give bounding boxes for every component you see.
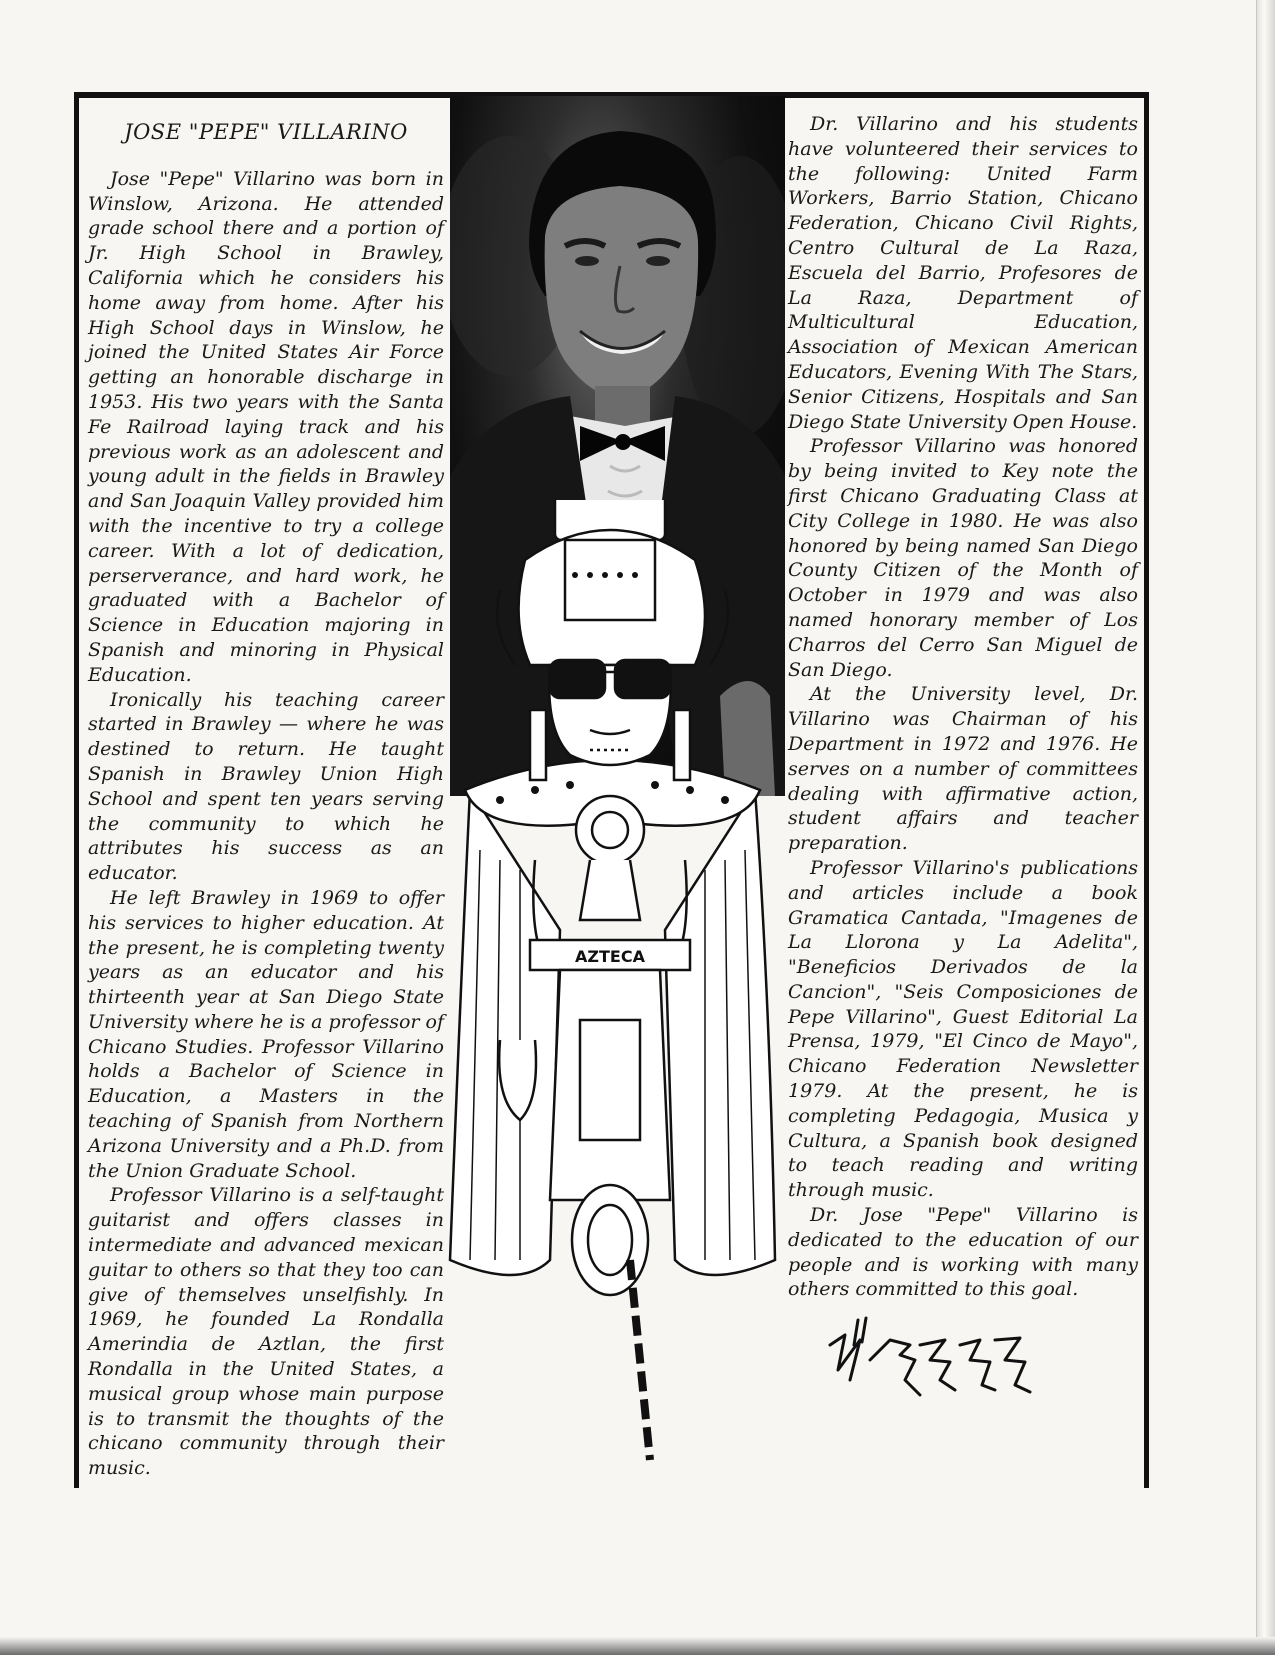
bio-paragraph: Professor Villarino is a self-taught guitarist and offers classes in intermediate and advanced mexican guitar to others so that they too can give of themselves unselfishly. In 1969, he founded La Rondalla Amerindia de Aztlan, the first Rondalla in the United States, a musical group whose main purpose is to transmit the thoughts of the chicano community through their music. (88, 1184, 444, 1480)
bio-paragraph: Dr. Jose "Pepe" Villarino is dedicated to the education of our people and is working with many others committed to this goal. (788, 1204, 1138, 1301)
belt-text: AZTECA (575, 947, 645, 966)
bio-paragraph: He left Brawley in 1969 to offer his services to higher education. At the present, he is completing twenty years as an educator and his thirteenth year at San Diego State University where he is a professor of Chicano Studies. Professor Villarino holds a Bachelor of Science in Education, a Masters in the teaching of Spanish from Northern Arizona University and a Ph.D. from the Union Graduate School. (88, 886, 444, 1182)
page-edge (1256, 0, 1275, 1655)
aztec-drawing (440, 500, 785, 1475)
bio-paragraph: Professor Villarino's publications and articles include a book Gramatica Cantada, "Imagenes de La Llorona y La Adelita", "Beneficios Derivados de la Cancion", "Seis Composiciones de Pepe Villarino", Guest Editorial La Prensa, 1979, "El Cinco de Mayo", Chicano Federation Newsletter 1979. At the present, he is completing Pedagogia, Musica y Cultura, a Spanish book designed to teach reading and writing through music. (788, 856, 1138, 1202)
bio-paragraph: Jose "Pepe" Villarino was born in Winslow, Arizona. He attended grade school there and a portion of Jr. High School in Brawley, California which he considers his home away from home. After his High School days in Winslow, he joined the United States Air Force getting an honorable discharge in 1953. His two years with the Santa Fe Railroad laying track and his previous work as an adolescent and young adult in the fields in Brawley and San Joaquin Valley provided him with the incentive to try a college career. With a lot of dedication, perserverance, and hard work, he graduated with a Bachelor of Science in Education majoring in Spanish and minoring in Physical Education. (88, 167, 444, 686)
right-column (788, 112, 1138, 1302)
handwritten-signature (820, 1300, 1050, 1410)
left-column (88, 112, 444, 1481)
bio-paragraph: At the University level, Dr. Villarino was Chairman of his Department in 1972 and 1976. He serves on a number of committees dealing with affirmative action, student affairs and teacher preparation. (788, 683, 1138, 855)
page-bottom-shadow (0, 1637, 1275, 1655)
bio-paragraph: Dr. Villarino and his students have volunteered their services to the following: United Farm Workers, Barrio Station, Chicano Federation, Chicano Civil Rights, Centro Cultural de La Raza, Escuela del Barrio, Profesores de La Raza, Department of Multicultural Education, Association of Mexican American Educators, Evening With The Stars, Senior Citizens, Hospitals and San Diego State University Open House. (788, 113, 1138, 433)
bio-title: JOSE "PEPE" VILLARINO (124, 120, 408, 144)
bio-paragraph: Professor Villarino was honored by being invited to Key note the first Chicano Graduating Class at City College in 1980. He was also honored by being named San Diego County Citizen of the Month of October in 1979 and was also named honorary member of Los Charros del Cerro San Miguel de San Diego. (788, 435, 1138, 681)
bio-paragraph: Ironically his teaching career started in Brawley — where he was destined to return. He taught Spanish in Brawley Union High School and spent ten years serving the community to which he attributes his success as an educator. (88, 688, 444, 885)
signature-art (820, 1300, 1050, 1410)
aztec-drawing-art (440, 500, 785, 1475)
